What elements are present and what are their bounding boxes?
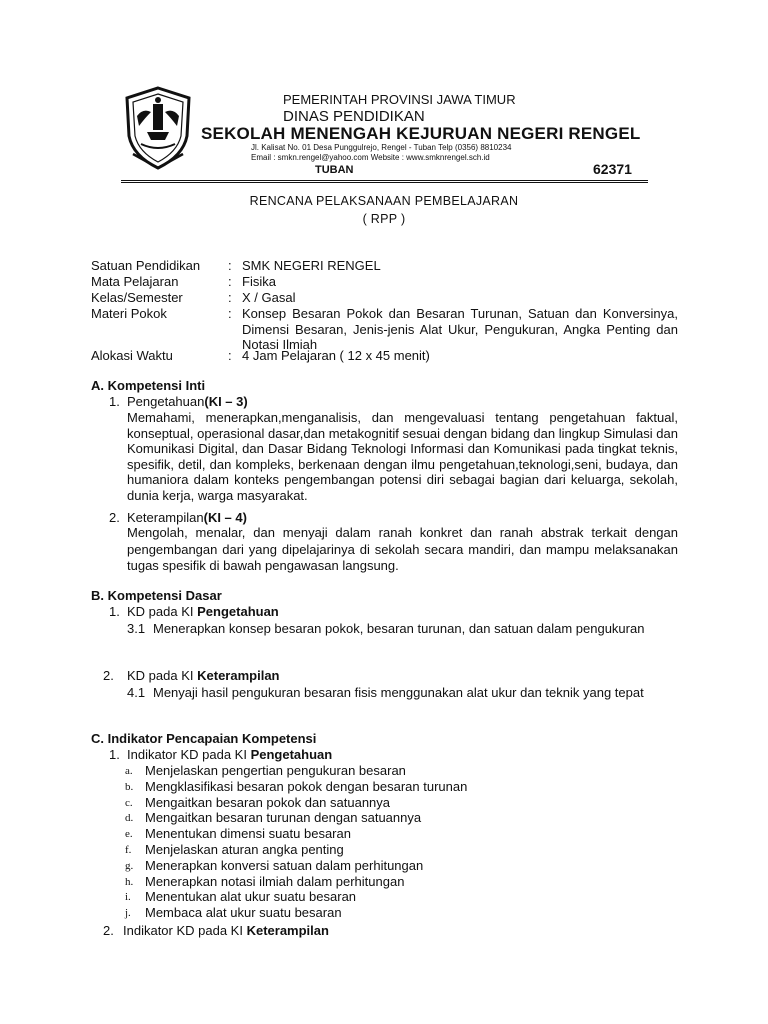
letterhead bbox=[121, 80, 648, 183]
list-number: 1. bbox=[109, 394, 120, 409]
indicator-letter: a. bbox=[125, 765, 133, 777]
info-value-satuan: SMK NEGERI RENGEL bbox=[242, 258, 381, 273]
ki4-code: (KI – 4) bbox=[203, 510, 247, 525]
indikator-prefix: Indikator KD pada KI bbox=[127, 747, 247, 762]
list-number: 2. bbox=[109, 510, 120, 525]
indikator-category: Keterampilan bbox=[246, 923, 329, 938]
letterhead-address: Jl. Kalisat No. 01 Desa Punggulrejo, Rengel - Tuban Telp (0356) 8810234 bbox=[251, 143, 512, 152]
indicator-letter: c. bbox=[125, 796, 133, 809]
info-colon: : bbox=[228, 274, 232, 289]
kd-pengetahuan-heading bbox=[127, 604, 279, 620]
letterhead-contact: Email : smkn.rengel@yahoo.com Website : www.smknrengel.sch.id bbox=[251, 153, 490, 162]
section-a-heading: A. Kompetensi Inti bbox=[91, 378, 206, 393]
kd-category: Keterampilan bbox=[197, 668, 280, 683]
info-label-kelas: Kelas/Semester bbox=[91, 290, 183, 305]
ki4-label: Keterampilan bbox=[127, 510, 204, 525]
indicator-text: Mengklasifikasi besaran pokok dengan besaran turunan bbox=[145, 778, 468, 794]
kd41-text: Menyaji hasil pengukuran besaran fisis menggunakan alat ukur dan teknik yang tepat bbox=[153, 685, 644, 700]
info-label-mapel: Mata Pelajaran bbox=[91, 274, 179, 289]
indikator-category: Pengetahuan bbox=[250, 747, 333, 762]
info-colon: : bbox=[228, 290, 232, 305]
indicator-letter: f. bbox=[125, 844, 132, 856]
indikator-pengetahuan-heading bbox=[127, 747, 332, 763]
kd-number: 4.1 bbox=[127, 685, 146, 700]
info-value-mapel: Fisika bbox=[242, 274, 276, 289]
letterhead-school-name: SEKOLAH MENENGAH KEJURUAN NEGERI RENGEL bbox=[201, 124, 641, 143]
indicator-text: Menerapkan konversi satuan dalam perhitungan bbox=[145, 857, 424, 873]
ki3-text: Memahami, menerapkan,menganalisis, dan mengevaluasi tentang pengetahuan faktual, konseptual, operasional dasar,dan metakognitif sesuai dengan bidang dan lingkup Simulasi dan Komunikasi Digital, dan Dasar Bidang Teknologi Informasi dan Komunikasi pada tingkat teknis, spesifik, detil, dan kompleks, berkenaan dengan ilmu pengetahuan,teknologi,seni, budaya, dan humaniora dalam konteks pengembangan potensi diri sebagai bagian dari keluarga, sekolah, dunia kerja, warga masyarakat. bbox=[127, 410, 678, 503]
info-colon: : bbox=[228, 306, 232, 321]
kd-prefix: KD pada KI bbox=[127, 604, 194, 619]
indicator-letter: b. bbox=[125, 780, 134, 793]
kd31-text: Menerapkan konsep besaran pokok, besaran turunan, dan satuan dalam pengukuran bbox=[153, 621, 645, 636]
indicator-text: Menjelaskan aturan angka penting bbox=[145, 842, 344, 857]
kd-number: 3.1 bbox=[127, 621, 146, 636]
info-label-satuan: Satuan Pendidikan bbox=[91, 258, 201, 273]
indikator-prefix: Indikator KD pada KI bbox=[123, 923, 243, 938]
info-label-alokasi: Alokasi Waktu bbox=[91, 348, 173, 363]
kd-category: Pengetahuan bbox=[197, 604, 279, 619]
indicator-letter: g. bbox=[125, 859, 134, 872]
kd-keterampilan-heading bbox=[127, 668, 280, 684]
info-value-materi: Konsep Besaran Pokok dan Besaran Turunan, Satuan dan Konversinya, Dimensi Besaran, Jenis-jenis Alat Ukur, Pengukuran, Angka Penting dan Notasi Ilmiah bbox=[242, 306, 678, 352]
info-value-alokasi: 4 Jam Pelajaran ( 12 x 45 menit) bbox=[242, 348, 430, 363]
section-b-heading: B. Kompetensi Dasar bbox=[91, 588, 222, 603]
document-title: RENCANA PELAKSANAAN PEMBELAJARAN bbox=[249, 194, 519, 208]
indicator-letter: h. bbox=[125, 875, 134, 888]
info-colon: : bbox=[228, 258, 232, 273]
indicator-text: Menerapkan notasi ilmiah dalam perhitungan bbox=[145, 873, 405, 889]
indicator-text: Menentukan dimensi suatu besaran bbox=[145, 826, 351, 842]
indicator-text: Menentukan alat ukur suatu besaran bbox=[145, 889, 357, 905]
indicator-letter: d. bbox=[125, 812, 134, 825]
indicator-text: Mengaitkan besaran turunan dengan satuannya bbox=[145, 810, 422, 826]
letterhead-city: TUBAN bbox=[315, 164, 354, 176]
letterhead-government: PEMERINTAH PROVINSI JAWA TIMUR bbox=[283, 92, 516, 107]
letterhead-postal-code: 62371 bbox=[593, 161, 632, 177]
ki3-code: (KI – 3) bbox=[204, 394, 248, 409]
info-label-materi: Materi Pokok bbox=[91, 306, 167, 321]
info-value-kelas: X / Gasal bbox=[242, 290, 296, 305]
list-number: 1. bbox=[109, 604, 120, 619]
kd-prefix: KD pada KI bbox=[127, 668, 194, 683]
indicator-text: Mengaitkan besaran pokok dan satuannya bbox=[145, 794, 391, 810]
list-number: 2. bbox=[103, 923, 114, 938]
info-colon: : bbox=[228, 348, 232, 363]
document-subtitle: ( RPP ) bbox=[362, 212, 406, 226]
ki3-label: Pengetahuan bbox=[127, 394, 205, 409]
letterhead-department: DINAS PENDIDIKAN bbox=[283, 108, 425, 125]
indikator-keterampilan-heading bbox=[123, 923, 329, 939]
indicator-text: Membaca alat ukur suatu besaran bbox=[145, 905, 342, 921]
ki4-heading bbox=[127, 510, 247, 526]
indicator-letter: j. bbox=[125, 907, 131, 920]
list-number: 2. bbox=[103, 668, 114, 683]
indicator-letter: e. bbox=[125, 828, 133, 841]
indicator-letter: i. bbox=[125, 891, 131, 904]
ki4-text: Mengolah, menalar, dan menyaji dalam ranah konkret dan ranah abstrak terkait dengan pengembangan dari yang dipelajarinya di sekolah secara mandiri, dan mampu melaksanakan tugas spesifik di bawah pengawasan langsung. bbox=[127, 525, 678, 573]
east-java-crest-logo bbox=[123, 86, 193, 170]
section-c-heading: C. Indikator Pencapaian Kompetensi bbox=[91, 731, 317, 746]
ki3-heading bbox=[127, 394, 248, 410]
indicator-text: Menjelaskan pengertian pengukuran besaran bbox=[145, 763, 406, 778]
list-number: 1. bbox=[109, 747, 120, 762]
